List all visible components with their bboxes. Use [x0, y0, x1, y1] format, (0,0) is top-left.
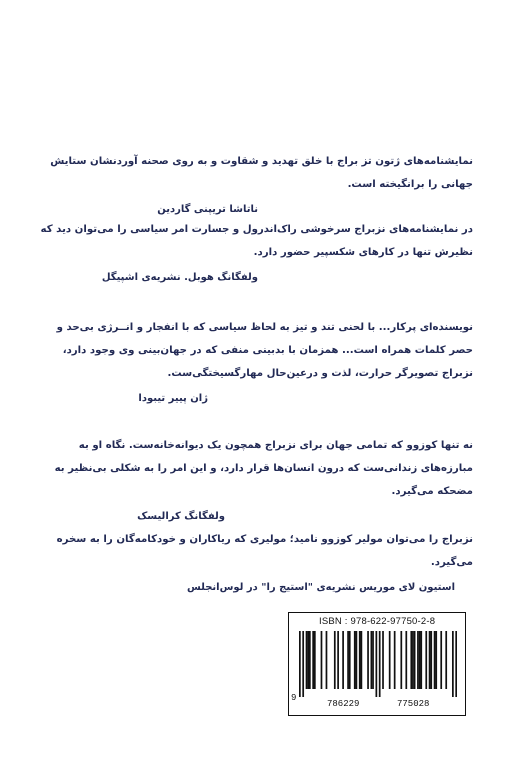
barcode-bar — [382, 631, 384, 689]
quote-author: ژان پییر تیبودا — [138, 393, 208, 404]
barcode-bar — [440, 631, 442, 689]
barcode-bar — [420, 631, 422, 689]
barcode-bar — [376, 631, 378, 697]
quote-author: ولفگانگ کرالیسک — [137, 511, 225, 522]
barcode-bar — [326, 631, 328, 689]
barcode-bar — [425, 631, 427, 689]
barcode-bar — [414, 631, 416, 689]
barcode-bar — [429, 631, 431, 689]
barcode-bar — [400, 631, 402, 689]
barcode-bar — [309, 631, 311, 689]
quote-2 — [40, 218, 473, 289]
barcode-bar — [302, 631, 304, 697]
barcode-bar — [419, 631, 421, 689]
barcode-bar — [349, 631, 351, 689]
quote-text: نزبراج را می‌توان مولیر کوزوو نامید؛ مولیری که ریاکاران و خودکامه‌گان را به سخره می‌گیرد. — [56, 534, 473, 568]
barcode-bar — [445, 631, 447, 689]
barcode-digits-left: 786229 — [327, 699, 360, 709]
barcode-bar — [371, 631, 373, 689]
barcode-bar — [435, 631, 437, 689]
barcode-bar — [367, 631, 369, 689]
barcode-bar — [394, 631, 396, 689]
quote-5 — [40, 528, 473, 599]
quote-author: ولفگانگ هوبل. نشریه‌ی اشپیگل — [101, 272, 258, 283]
barcode-bar — [359, 631, 361, 689]
isbn-label: ISBN : 978-622-97750-2-8 — [319, 616, 436, 627]
quote-text: نه تنها کوزوو که تمامی جهان برای نزبراج همچون یک دیوانه‌خانه‌ست. نگاه او به مبارزه‌های زندانی‌ست که درون انسان‌ها قرار دارد، و این امر را به شکلی بی‌نظیر به مضحکه می‌گیرد. — [54, 440, 473, 497]
barcode-bar — [314, 631, 316, 689]
quote-author: استیون لای موریس نشریه‌ی "استیج را" در لوس‌انجلس — [186, 582, 455, 593]
quote-author: ناتاشا تریپنی گاردین — [157, 204, 258, 215]
barcode-bar — [347, 631, 349, 689]
barcode-bar — [307, 631, 309, 689]
barcode-bar — [299, 631, 301, 697]
barcode-bar — [372, 631, 374, 689]
barcode-bars — [299, 631, 457, 697]
barcode-bar — [455, 631, 457, 697]
barcode-bar — [312, 631, 314, 689]
isbn-barcode — [288, 612, 466, 716]
barcode-bar — [342, 631, 344, 689]
quote-text: نویسنده‌ای پرکار... با لحنی تند و تیز به لحاظ سیاسی که با انفجار و انــرژی بی‌حد و حصر کلمات همراه است... همزمان با بدبینی منفی که در جهان‌بینی وی وجود دارد، نزبراج تصویرگر حرارت، لذت و درعین‌حال مهارگسیختگی‌ست. — [56, 322, 473, 379]
barcode-bar — [389, 631, 391, 689]
quote-text: در نمایشنامه‌های نزبراج سرخوشی راک‌اندرول و جسارت امر سیاسی را می‌توان دید که نظیرش تنها در کارهای شکسپیر حضور دارد. — [40, 224, 473, 258]
barcode-bar — [410, 631, 412, 689]
barcode-bar — [412, 631, 414, 689]
quote-1 — [40, 150, 473, 221]
barcode-bar — [334, 631, 336, 689]
barcode-bar — [354, 631, 356, 689]
quote-text: نمایشنامه‌های ژتون تز براج با خلق تهدید و شقاوت و به روی صحنه آوردنشان ستایش جهانی را برانگیخته است. — [50, 156, 473, 190]
barcode-bar — [379, 631, 381, 697]
barcode-bar — [452, 631, 454, 697]
barcode-bar — [361, 631, 363, 689]
quote-4 — [40, 434, 473, 528]
barcode-bar — [337, 631, 339, 689]
barcode-bar — [321, 631, 323, 689]
barcode-digit-first: 9 — [291, 693, 297, 703]
barcode-bar — [417, 631, 419, 689]
quote-3 — [40, 316, 473, 410]
barcode-bar — [405, 631, 407, 689]
barcode-bar — [434, 631, 436, 689]
barcode-bar — [356, 631, 358, 689]
barcode-bar — [306, 631, 308, 689]
barcode-digits-right: 775028 — [397, 699, 430, 709]
barcode-bar — [430, 631, 432, 689]
